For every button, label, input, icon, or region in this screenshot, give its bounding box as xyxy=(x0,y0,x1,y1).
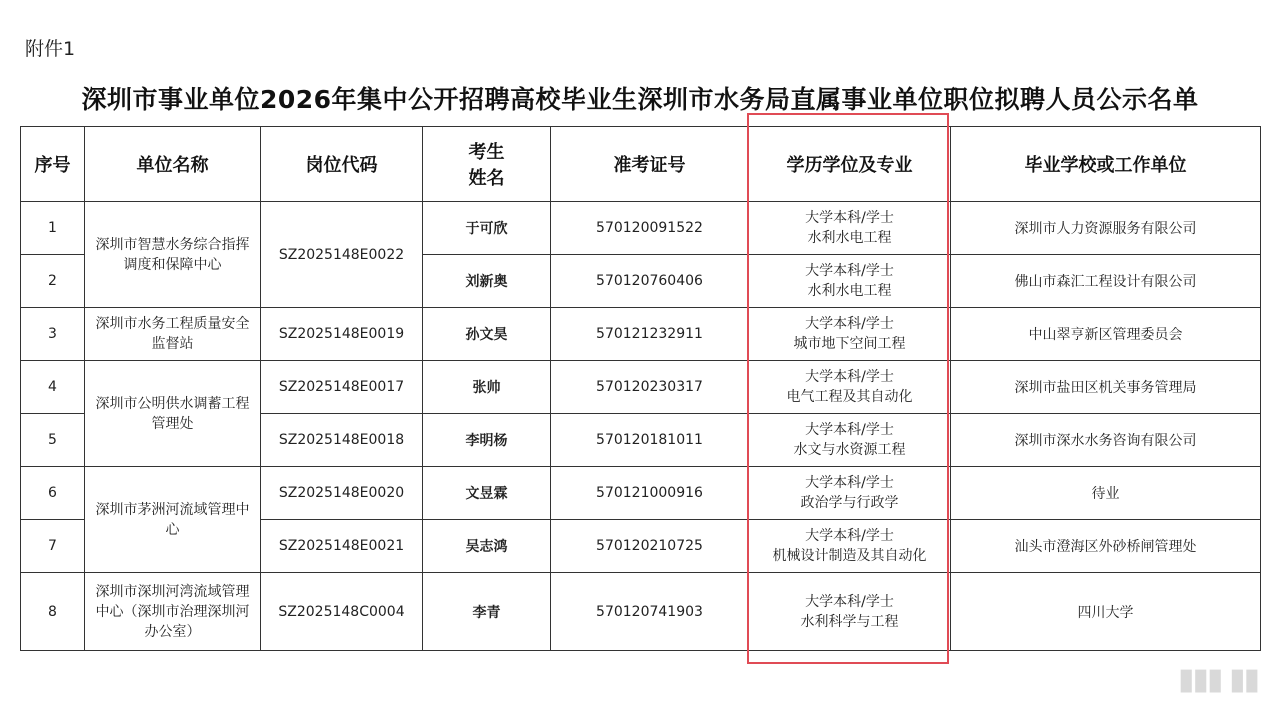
cell-degree xyxy=(749,573,951,651)
watermark-logo: ▮▮▮ ▮▮ xyxy=(1177,662,1258,697)
cell-name: 吴志鸿 xyxy=(423,520,551,573)
cell-degree xyxy=(749,202,951,255)
cell-school: 深圳市盐田区机关事务管理局 xyxy=(951,361,1261,414)
cell-seq: 2 xyxy=(21,255,85,308)
cell-post-code: SZ2025148C0004 xyxy=(261,573,423,651)
degree-level: 大学本科/学士 xyxy=(805,369,894,385)
degree-level: 大学本科/学士 xyxy=(805,422,894,438)
cell-ticket: 570120181011 xyxy=(551,414,749,467)
cell-seq: 3 xyxy=(21,308,85,361)
degree-major: 水利科学与工程 xyxy=(800,613,899,630)
cell-name: 李青 xyxy=(423,573,551,651)
cell-unit: 深圳市智慧水务综合指挥调度和保障中心 xyxy=(85,202,261,308)
cell-post-code: SZ2025148E0017 xyxy=(261,361,423,414)
cell-seq: 1 xyxy=(21,202,85,255)
cell-name: 刘新奥 xyxy=(423,255,551,308)
roster-table xyxy=(20,126,1261,651)
cell-unit: 深圳市茅洲河流域管理中心 xyxy=(85,467,261,573)
header-unit: 单位名称 xyxy=(85,127,261,202)
degree-major: 水利水电工程 xyxy=(807,283,892,299)
cell-post-code: SZ2025148E0022 xyxy=(261,202,423,308)
cell-degree xyxy=(749,308,951,361)
cell-ticket: 570120230317 xyxy=(551,361,749,414)
degree-major: 电气工程及其自动化 xyxy=(786,389,913,405)
degree-level: 大学本科/学士 xyxy=(805,210,894,226)
table-row xyxy=(21,308,1261,361)
cell-school: 佛山市森汇工程设计有限公司 xyxy=(951,255,1261,308)
degree-level: 大学本科/学士 xyxy=(805,316,894,332)
header-name-line1: 考生 xyxy=(468,142,505,163)
degree-major: 政治学与行政学 xyxy=(800,495,899,511)
header-row xyxy=(21,127,1261,202)
cell-ticket: 570121232911 xyxy=(551,308,749,361)
cell-ticket: 570121000916 xyxy=(551,467,749,520)
table-row xyxy=(21,573,1261,651)
degree-major: 城市地下空间工程 xyxy=(793,336,906,352)
cell-unit: 深圳市公明供水调蓄工程管理处 xyxy=(85,361,261,467)
degree-level: 大学本科/学士 xyxy=(805,263,894,279)
cell-name: 文昱霖 xyxy=(423,467,551,520)
cell-name: 于可欣 xyxy=(423,202,551,255)
header-school: 毕业学校或工作单位 xyxy=(951,127,1261,202)
cell-school: 待业 xyxy=(951,467,1261,520)
header-name xyxy=(423,127,551,202)
cell-ticket: 570120741903 xyxy=(551,573,749,651)
cell-seq: 6 xyxy=(21,467,85,520)
annex-label: 附件1 xyxy=(25,38,76,60)
table-row xyxy=(21,361,1261,414)
cell-school: 汕头市澄海区外砂桥闸管理处 xyxy=(951,520,1261,573)
cell-seq: 7 xyxy=(21,520,85,573)
cell-school: 四川大学 xyxy=(951,573,1261,651)
cell-school: 深圳市人力资源服务有限公司 xyxy=(951,202,1261,255)
cell-degree xyxy=(749,361,951,414)
cell-degree xyxy=(749,467,951,520)
cell-degree xyxy=(749,255,951,308)
cell-name: 张帅 xyxy=(423,361,551,414)
cell-post-code: SZ2025148E0021 xyxy=(261,520,423,573)
header-post-code: 岗位代码 xyxy=(261,127,423,202)
cell-degree xyxy=(749,414,951,467)
page-title: 深圳市事业单位2026年集中公开招聘高校毕业生深圳市水务局直属事业单位职位拟聘人员公示名单 xyxy=(81,85,1199,114)
degree-level: 大学本科/学士 xyxy=(805,528,894,544)
cell-name: 孙文昊 xyxy=(423,308,551,361)
header-name-line2: 姓名 xyxy=(468,168,505,189)
cell-name: 李明杨 xyxy=(423,414,551,467)
table-row xyxy=(21,467,1261,520)
cell-post-code: SZ2025148E0020 xyxy=(261,467,423,520)
cell-unit: 深圳市水务工程质量安全监督站 xyxy=(85,308,261,361)
cell-ticket: 570120210725 xyxy=(551,520,749,573)
cell-seq: 5 xyxy=(21,414,85,467)
degree-major: 机械设计制造及其自动化 xyxy=(772,548,927,564)
cell-ticket: 570120091522 xyxy=(551,202,749,255)
header-degree: 学历学位及专业 xyxy=(749,127,951,202)
cell-post-code: SZ2025148E0018 xyxy=(261,414,423,467)
cell-school: 中山翠亨新区管理委员会 xyxy=(951,308,1261,361)
header-seq: 序号 xyxy=(21,127,85,202)
cell-school: 深圳市深水水务咨询有限公司 xyxy=(951,414,1261,467)
degree-major: 水利水电工程 xyxy=(807,230,892,246)
cell-post-code: SZ2025148E0019 xyxy=(261,308,423,361)
cell-ticket: 570120760406 xyxy=(551,255,749,308)
header-ticket: 准考证号 xyxy=(551,127,749,202)
cell-seq: 8 xyxy=(21,573,85,651)
degree-major: 水文与水资源工程 xyxy=(793,442,906,458)
table-row xyxy=(21,202,1261,255)
cell-seq: 4 xyxy=(21,361,85,414)
degree-level: 大学本科/学士 xyxy=(805,475,894,491)
cell-unit: 深圳市深圳河湾流域管理中心（深圳市治理深圳河办公室） xyxy=(85,573,261,651)
cell-degree xyxy=(749,520,951,573)
degree-level: 大学本科/学士 xyxy=(805,593,894,610)
